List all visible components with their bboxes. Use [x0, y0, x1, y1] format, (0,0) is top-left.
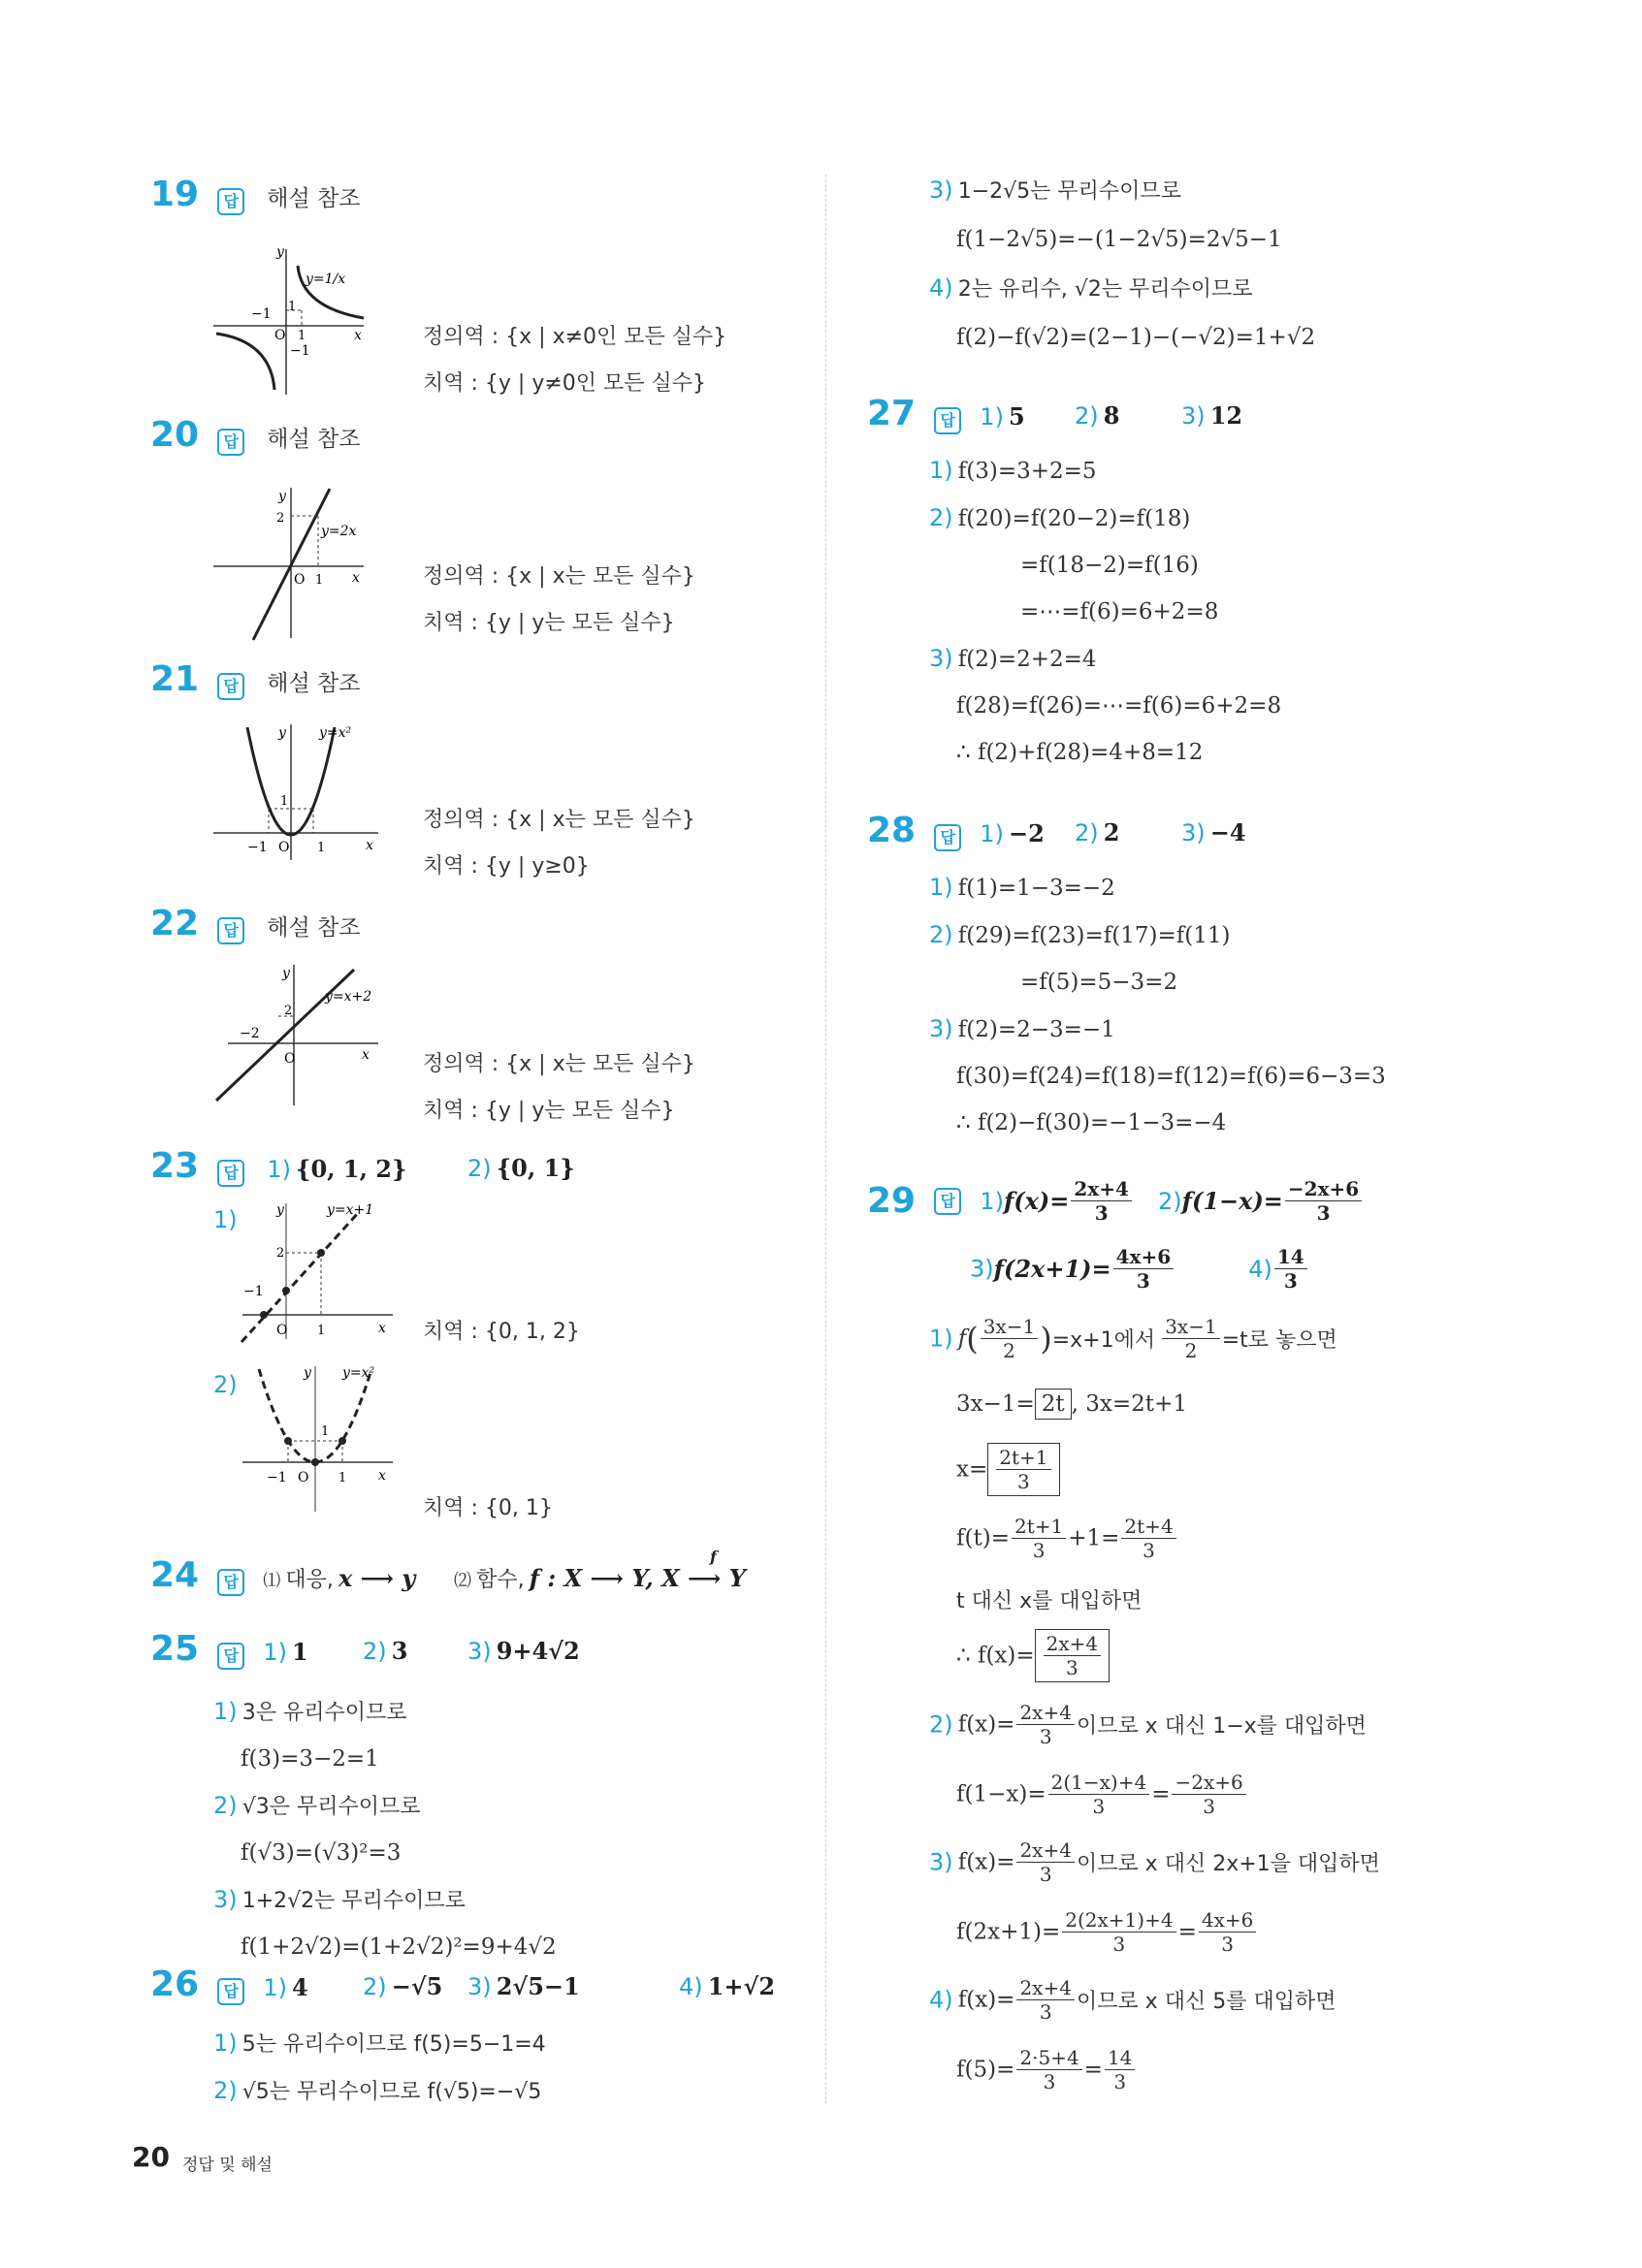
- line-text: ∴ f(2)+f(28)=4+8=12: [956, 740, 1204, 765]
- range-text: 치역 : {y | y≠0인 모든 실수}: [423, 371, 707, 396]
- answer-expression: f(1−x)=: [1181, 1187, 1283, 1215]
- answer-value: 12: [1209, 401, 1243, 430]
- answer-badge: 답: [217, 188, 244, 215]
- solution-line: [929, 495, 1281, 543]
- svg-text:x: x: [354, 328, 362, 343]
- line-text: =x+1에서: [1051, 1328, 1156, 1353]
- line-text: f(t)=: [956, 1525, 1010, 1551]
- column-divider: [825, 175, 826, 2104]
- line-text: f(3)=3−2=1: [241, 1746, 379, 1772]
- problem-number: 19: [150, 175, 200, 214]
- svg-text:2: 2: [276, 511, 285, 526]
- svg-text:O: O: [284, 1051, 296, 1067]
- line-text: f(2)=2−3=−1: [957, 1017, 1115, 1042]
- numerator: 2x+4: [1016, 1838, 1075, 1863]
- line-text: 2는 유리수, √2는 무리수이므로: [957, 277, 1253, 302]
- numerator: 3x−1: [981, 1315, 1039, 1339]
- svg-text:y: y: [278, 489, 286, 504]
- step-2-line-2: [956, 1771, 1248, 1818]
- answer-badge: 답: [934, 824, 961, 851]
- answer-text: 함수,: [476, 1568, 525, 1592]
- solution-line: [929, 216, 1315, 265]
- line-label: 2): [929, 921, 953, 948]
- line-label: 4): [929, 1986, 953, 2014]
- svg-text:−1: −1: [251, 306, 272, 322]
- denominator: 3: [1094, 1201, 1109, 1225]
- problem-26-header: [150, 1965, 308, 2005]
- line-text: =t로 놓으면: [1221, 1328, 1337, 1353]
- step-1-line-4: [956, 1515, 1178, 1562]
- svg-text:x: x: [378, 1468, 386, 1484]
- answer-expression: x ⟶ y: [338, 1564, 416, 1592]
- svg-text:1: 1: [288, 300, 297, 314]
- svg-text:y: y: [282, 966, 290, 981]
- numerator: 2x+4: [1016, 1701, 1075, 1725]
- line-text: +1=: [1068, 1525, 1120, 1551]
- line-label: 3): [213, 1886, 238, 1913]
- line-label: 2): [213, 2077, 238, 2104]
- answer-label: 2): [467, 1155, 492, 1182]
- line-text: √3은 무리수이므로: [241, 1795, 421, 1819]
- range-text: 치역 : {y | y는 모든 실수}: [423, 611, 675, 635]
- line-text: ∴ f(x)=: [956, 1643, 1035, 1669]
- numerator: 2t+1: [996, 1446, 1050, 1470]
- line-text: f(1)=1−3=−2: [957, 876, 1115, 901]
- svg-text:x: x: [352, 570, 360, 586]
- denominator: 3: [1092, 1795, 1106, 1818]
- svg-text:1: 1: [317, 1324, 326, 1338]
- answer-label: 3): [970, 1255, 994, 1283]
- line-text: f(1−2√5)=−(1−2√5)=2√5−1: [956, 227, 1282, 252]
- line-label: 1): [929, 874, 953, 901]
- line-label: 3): [929, 1848, 953, 1876]
- range-text: 치역 : {0, 1}: [423, 1496, 553, 1520]
- svg-text:O: O: [274, 328, 286, 343]
- solution-line: [929, 265, 1315, 314]
- answer-value: −√5: [391, 1972, 443, 2000]
- svg-text:−1: −1: [290, 343, 310, 359]
- domain-text: 정의역 : {x | x는 모든 실수}: [423, 808, 695, 832]
- problem-19-header: [150, 175, 360, 215]
- problem-number: 20: [150, 415, 200, 455]
- svg-text:y: y: [276, 244, 284, 260]
- denominator: 3: [1136, 1269, 1150, 1293]
- problem-27-header: [867, 394, 1025, 434]
- answer-value: {0, 1}: [496, 1154, 575, 1182]
- line-label: 2): [929, 1710, 953, 1739]
- answer-badge: 답: [934, 1188, 961, 1215]
- line-text: =⋯=f(6)=6+2=8: [1020, 599, 1219, 624]
- problem-21-header: [150, 659, 360, 700]
- line-label: 1): [213, 1698, 238, 1725]
- line-text: f(29)=f(23)=f(17)=f(11): [957, 923, 1231, 948]
- problem-23-header: [150, 1146, 406, 1187]
- arrow-label: f: [710, 1548, 717, 1566]
- graph-20: [209, 483, 373, 643]
- svg-text:−1: −1: [247, 840, 268, 855]
- line-label: 3): [929, 1015, 953, 1042]
- solution-line: [213, 1737, 557, 1783]
- step-3-line-1: [929, 1838, 1380, 1886]
- answer-label: 4): [1248, 1255, 1272, 1283]
- graph-label: y=1/x: [306, 272, 346, 287]
- line-label: 3): [929, 645, 953, 672]
- denominator: 2: [1184, 1339, 1198, 1362]
- denominator: 3: [1066, 1656, 1079, 1679]
- problem-number: 29: [867, 1181, 917, 1221]
- graph-23-1: [238, 1198, 402, 1344]
- solution-line: [929, 1101, 1386, 1147]
- footer-title: 정답 및 해설: [182, 2156, 273, 2175]
- answer-text: 해설 참조: [267, 915, 361, 941]
- graph-label: y=2x: [321, 524, 357, 539]
- numerator: 2x+4: [1071, 1177, 1132, 1201]
- problem-number: 22: [150, 904, 200, 943]
- line-text: √5는 무리수이므로 f(√5)=−√5: [241, 2080, 542, 2104]
- solution-line: [929, 1054, 1386, 1101]
- range-text: 치역 : {0, 1, 2}: [423, 1320, 580, 1344]
- answer-text: 해설 참조: [267, 427, 361, 452]
- denominator: 3: [1039, 1725, 1052, 1748]
- line-text: t 대신 x를 대입하면: [956, 1589, 1143, 1613]
- answer-label: 1): [980, 1187, 1004, 1215]
- denominator: 3: [1143, 1539, 1155, 1562]
- step-4-line-1: [929, 1976, 1336, 2024]
- line-text: 5는 유리수이므로 f(5)=5−1=4: [241, 2032, 546, 2057]
- line-text: =f(18−2)=f(16): [1020, 553, 1199, 578]
- problem-number: 25: [150, 1629, 200, 1669]
- answer-label: 3): [467, 1638, 492, 1665]
- answer-expression: f(x)=: [1003, 1187, 1070, 1215]
- denominator: 3: [1039, 2000, 1052, 2024]
- solution-line: [213, 1689, 557, 1737]
- line-text: =: [1177, 1919, 1197, 1945]
- answer-label: 1): [263, 1974, 287, 2001]
- line-text: f(2)=2+2=4: [957, 647, 1097, 672]
- problem-25-header: [150, 1629, 308, 1670]
- svg-text:y: y: [276, 1202, 284, 1218]
- numerator: 14: [1105, 2046, 1135, 2070]
- denominator: 3: [1316, 1201, 1331, 1225]
- denominator: 3: [1017, 1470, 1030, 1493]
- svg-text:O: O: [294, 572, 306, 588]
- line-text: f(x)=: [957, 1849, 1015, 1875]
- svg-text:x: x: [362, 1047, 370, 1063]
- solution-line: [929, 636, 1281, 684]
- answer-value: −2: [1009, 819, 1045, 847]
- answer-value: 2: [1103, 818, 1120, 847]
- boxed-value: 2t: [1035, 1389, 1072, 1420]
- svg-text:2: 2: [276, 1246, 285, 1261]
- numerator: 2x+4: [1016, 1976, 1075, 2000]
- sub-label: 2): [213, 1371, 238, 1398]
- answer-value: 1+√2: [707, 1972, 776, 2000]
- problem-26-answer-2: [363, 1972, 442, 2000]
- answer-label: 3): [1181, 819, 1206, 847]
- solution-line: [213, 1831, 557, 1877]
- answer-text: 대응,: [285, 1568, 334, 1592]
- graph-label: y=x²: [319, 725, 352, 741]
- numerator: 3x−1: [1162, 1315, 1220, 1339]
- solution-line: [213, 1877, 557, 1925]
- line-text: =f(5)=5−3=2: [1020, 970, 1178, 995]
- graph-23-2: [238, 1361, 402, 1517]
- answer-badge: 답: [217, 917, 244, 944]
- denominator: 3: [1039, 1863, 1052, 1886]
- answer-label: 2): [1158, 1187, 1182, 1215]
- line-text: x=: [956, 1456, 988, 1483]
- numerator: 2(1−x)+4: [1048, 1771, 1150, 1795]
- answer-badge: 답: [217, 673, 244, 700]
- solution-line: [929, 684, 1281, 730]
- solution-line: [929, 1006, 1386, 1054]
- answer-label: 2): [1075, 402, 1099, 430]
- svg-text:1: 1: [315, 573, 324, 588]
- solution-line: [929, 865, 1386, 912]
- answer-label: 1): [980, 820, 1004, 847]
- line-text: 3x−1=: [956, 1391, 1035, 1417]
- line-text: =: [1151, 1781, 1171, 1807]
- numerator: 4x+6: [1113, 1245, 1175, 1269]
- answer-expression: f : X ⟶ Y, X ⟶ Y: [529, 1564, 746, 1592]
- answer-value: 8: [1103, 401, 1120, 430]
- problem-26-solution: [213, 2021, 546, 2116]
- answer-text: 해설 참조: [267, 671, 361, 696]
- domain-text: 정의역 : {x | x는 모든 실수}: [423, 564, 695, 589]
- graph-label: y=x+1: [327, 1202, 374, 1218]
- solution-line: [929, 912, 1386, 960]
- numerator: 4x+6: [1199, 1908, 1257, 1933]
- svg-text:−1: −1: [267, 1470, 287, 1485]
- problem-27-answer-2: [1075, 401, 1119, 430]
- problem-27-answer-3: [1181, 401, 1242, 430]
- svg-text:1: 1: [298, 329, 306, 343]
- graph-19: [209, 244, 373, 399]
- problem-20-header: [150, 415, 360, 456]
- denominator: 3: [1221, 1933, 1234, 1956]
- line-text: 이므로 x 대신 2x+1을 대입하면: [1076, 1852, 1380, 1876]
- answer-badge: 답: [217, 1160, 244, 1187]
- step-2-line-1: [929, 1701, 1367, 1748]
- svg-text:x: x: [378, 1321, 386, 1336]
- problem-25-solution: [213, 1689, 557, 1971]
- line-label: 3): [929, 176, 953, 204]
- line-text: f(5)=: [956, 2057, 1015, 2083]
- answer-label: 3): [467, 1973, 492, 2000]
- line-text: 1−2√5는 무리수이므로: [957, 179, 1181, 204]
- answer-value: 4: [292, 1973, 308, 2001]
- solution-line: [929, 960, 1386, 1006]
- denominator: 3: [1032, 1539, 1046, 1562]
- problem-number: 28: [867, 811, 917, 850]
- graph-21: [209, 719, 383, 865]
- problem-26-answer-3: [467, 1972, 580, 2000]
- problem-25-answer-3: [467, 1637, 580, 1665]
- numerator: 2·5+4: [1016, 2046, 1081, 2070]
- line-text: =: [1083, 2057, 1103, 2083]
- solution-line: [929, 543, 1281, 590]
- svg-text:1: 1: [338, 1471, 347, 1485]
- line-label: 4): [929, 274, 953, 302]
- problem-number: 27: [867, 394, 917, 433]
- line-label: 2): [929, 504, 953, 531]
- problem-28-answer-2: [1075, 818, 1119, 847]
- line-text: 3은 유리수이므로: [241, 1701, 407, 1725]
- problem-number: 21: [150, 659, 200, 699]
- answer-expression: f(2x+1)=: [993, 1255, 1111, 1283]
- solution-line: [213, 2021, 546, 2068]
- numerator: −2x+6: [1285, 1177, 1362, 1201]
- answer-label: 2): [363, 1973, 387, 2000]
- answer-value: {0, 1, 2}: [296, 1155, 407, 1183]
- step-1-line-2: [956, 1389, 1187, 1420]
- svg-text:1: 1: [317, 841, 326, 855]
- denominator: 3: [1283, 1269, 1298, 1293]
- line-text: f(30)=f(24)=f(18)=f(12)=f(6)=6−3=3: [956, 1064, 1386, 1089]
- svg-text:1: 1: [280, 794, 289, 809]
- problem-number: 26: [150, 1965, 200, 2004]
- problem-26-answer-4: [679, 1972, 775, 2000]
- solution-line: [929, 167, 1315, 216]
- solution-line: [929, 590, 1281, 636]
- line-label: 2): [213, 1792, 238, 1819]
- step-1-line-6: [956, 1629, 1110, 1682]
- line-text: ∴ f(2)−f(30)=−1−3=−4: [956, 1110, 1227, 1135]
- svg-text:−1: −1: [243, 1284, 264, 1299]
- answer-value: 1: [292, 1638, 308, 1666]
- step-1-line-1: 1) f( $\frac{3x-1}{2}$ )=x+1에서 $\frac{3x-1}{2}$ =t로 놓으면: [929, 1315, 1337, 1362]
- line-text: f(x)=: [957, 1987, 1015, 2013]
- problem-26-continued: [929, 167, 1315, 363]
- line-text: f(3)=3+2=5: [957, 459, 1097, 484]
- answer-label: 2): [363, 1638, 387, 1665]
- domain-text: 정의역 : {x | x≠0인 모든 실수}: [423, 325, 727, 349]
- answer-value: −4: [1209, 818, 1246, 847]
- line-label: 1): [213, 2029, 238, 2057]
- answer-text: 해설 참조: [267, 186, 361, 211]
- problem-29-header: [867, 1177, 1364, 1225]
- line-text: f(2)−f(√2)=(2−1)−(−√2)=1+√2: [956, 325, 1316, 350]
- line-text: 이므로 x 대신 5를 대입하면: [1076, 1990, 1336, 2014]
- step-4-line-2: [956, 2046, 1137, 2093]
- line-text: f(√3)=(√3)²=3: [241, 1840, 402, 1866]
- solution-line: [213, 2068, 546, 2116]
- answer-value: 5: [1009, 402, 1025, 431]
- svg-text:O: O: [298, 1470, 309, 1485]
- answer-value: 9+4√2: [496, 1637, 580, 1665]
- problem-24-header: [150, 1555, 415, 1596]
- svg-text:x: x: [366, 838, 373, 853]
- problem-22-header: [150, 904, 360, 944]
- graph-label: y=x²: [342, 1365, 375, 1381]
- line-text: f(2x+1)=: [956, 1919, 1061, 1945]
- solution-line: [213, 1783, 557, 1831]
- problem-number: 24: [150, 1555, 200, 1595]
- domain-text: 정의역 : {x | x는 모든 실수}: [423, 1052, 695, 1076]
- numerator: 14: [1274, 1245, 1307, 1269]
- line-text: 이므로 x 대신 1−x를 대입하면: [1076, 1714, 1367, 1739]
- answer-badge: 답: [217, 1643, 244, 1670]
- answer-label: 1): [980, 403, 1004, 431]
- line-text: 1+2√2는 무리수이므로: [241, 1889, 466, 1913]
- problem-28-solution: [929, 865, 1386, 1147]
- denominator: 3: [1203, 1795, 1215, 1818]
- numerator: 2t+4: [1121, 1515, 1175, 1539]
- denominator: 3: [1112, 1933, 1126, 1956]
- graph-label: y=x+2: [325, 989, 372, 1005]
- line-text: , 3x=2t+1: [1071, 1391, 1187, 1417]
- problem-24-answer-2: [454, 1563, 746, 1593]
- answer-label: 1): [263, 1639, 287, 1666]
- svg-text:1: 1: [321, 1424, 330, 1439]
- line-text: f(1+2√2)=(1+2√2)²=9+4√2: [241, 1934, 557, 1960]
- problem-27-solution: [929, 448, 1281, 777]
- answer-label: ⑵: [454, 1571, 471, 1591]
- svg-text:−2: −2: [240, 1026, 260, 1041]
- numerator: 2x+4: [1044, 1632, 1102, 1656]
- answer-badge: 답: [217, 1978, 244, 2005]
- problem-number: 23: [150, 1146, 200, 1186]
- solution-line: [929, 730, 1281, 777]
- range-text: 치역 : {y | y는 모든 실수}: [423, 1099, 675, 1123]
- line-label: 1): [929, 1325, 953, 1353]
- problem-28-header: [867, 811, 1045, 851]
- numerator: −2x+6: [1172, 1771, 1245, 1795]
- line-label: 1): [929, 457, 953, 484]
- denominator: 2: [1003, 1339, 1015, 1362]
- problem-25-answer-2: [363, 1637, 407, 1665]
- svg-text:O: O: [278, 840, 290, 855]
- line-text: f(1−x)=: [956, 1781, 1046, 1807]
- answer-badge: 답: [217, 429, 244, 456]
- numerator: 2(2x+1)+4: [1062, 1908, 1175, 1933]
- answer-value: 3: [391, 1637, 408, 1665]
- svg-text:O: O: [276, 1323, 288, 1338]
- step-3-line-2: [956, 1908, 1258, 1956]
- line-text: f(20)=f(20−2)=f(18): [957, 506, 1191, 531]
- answer-label: 2): [1075, 819, 1099, 847]
- range-text: 치역 : {y | y≥0}: [423, 854, 590, 878]
- sub-label: 1): [213, 1206, 238, 1233]
- answer-label: ⑴: [263, 1571, 281, 1591]
- func-name: f: [957, 1326, 967, 1352]
- line-text: f(x)=: [957, 1711, 1015, 1738]
- answer-label: 3): [1181, 402, 1206, 430]
- answer-badge: 답: [217, 1569, 244, 1596]
- solution-line: [929, 448, 1281, 495]
- graph-22: [209, 960, 402, 1110]
- problem-28-answer-3: [1181, 818, 1246, 847]
- answer-badge: 답: [934, 407, 961, 434]
- denominator: 3: [1043, 2070, 1056, 2093]
- svg-text:2: 2: [284, 1004, 293, 1018]
- answer-label: 1): [267, 1156, 291, 1183]
- svg-text:y: y: [278, 725, 286, 741]
- denominator: 3: [1113, 2070, 1127, 2093]
- step-1-line-3: [956, 1443, 1060, 1496]
- page-number: 20: [132, 2141, 170, 2173]
- answer-value: 2√5−1: [496, 1972, 580, 2000]
- problem-29-answers-3-4: [970, 1245, 1309, 1293]
- svg-text:y: y: [304, 1365, 311, 1381]
- problem-23-answer-2: [467, 1154, 575, 1182]
- numerator: 2t+1: [1012, 1515, 1066, 1539]
- answer-label: 4): [679, 1973, 703, 2000]
- line-text: f(28)=f(26)=⋯=f(6)=6+2=8: [956, 693, 1282, 719]
- solution-line: [929, 314, 1315, 363]
